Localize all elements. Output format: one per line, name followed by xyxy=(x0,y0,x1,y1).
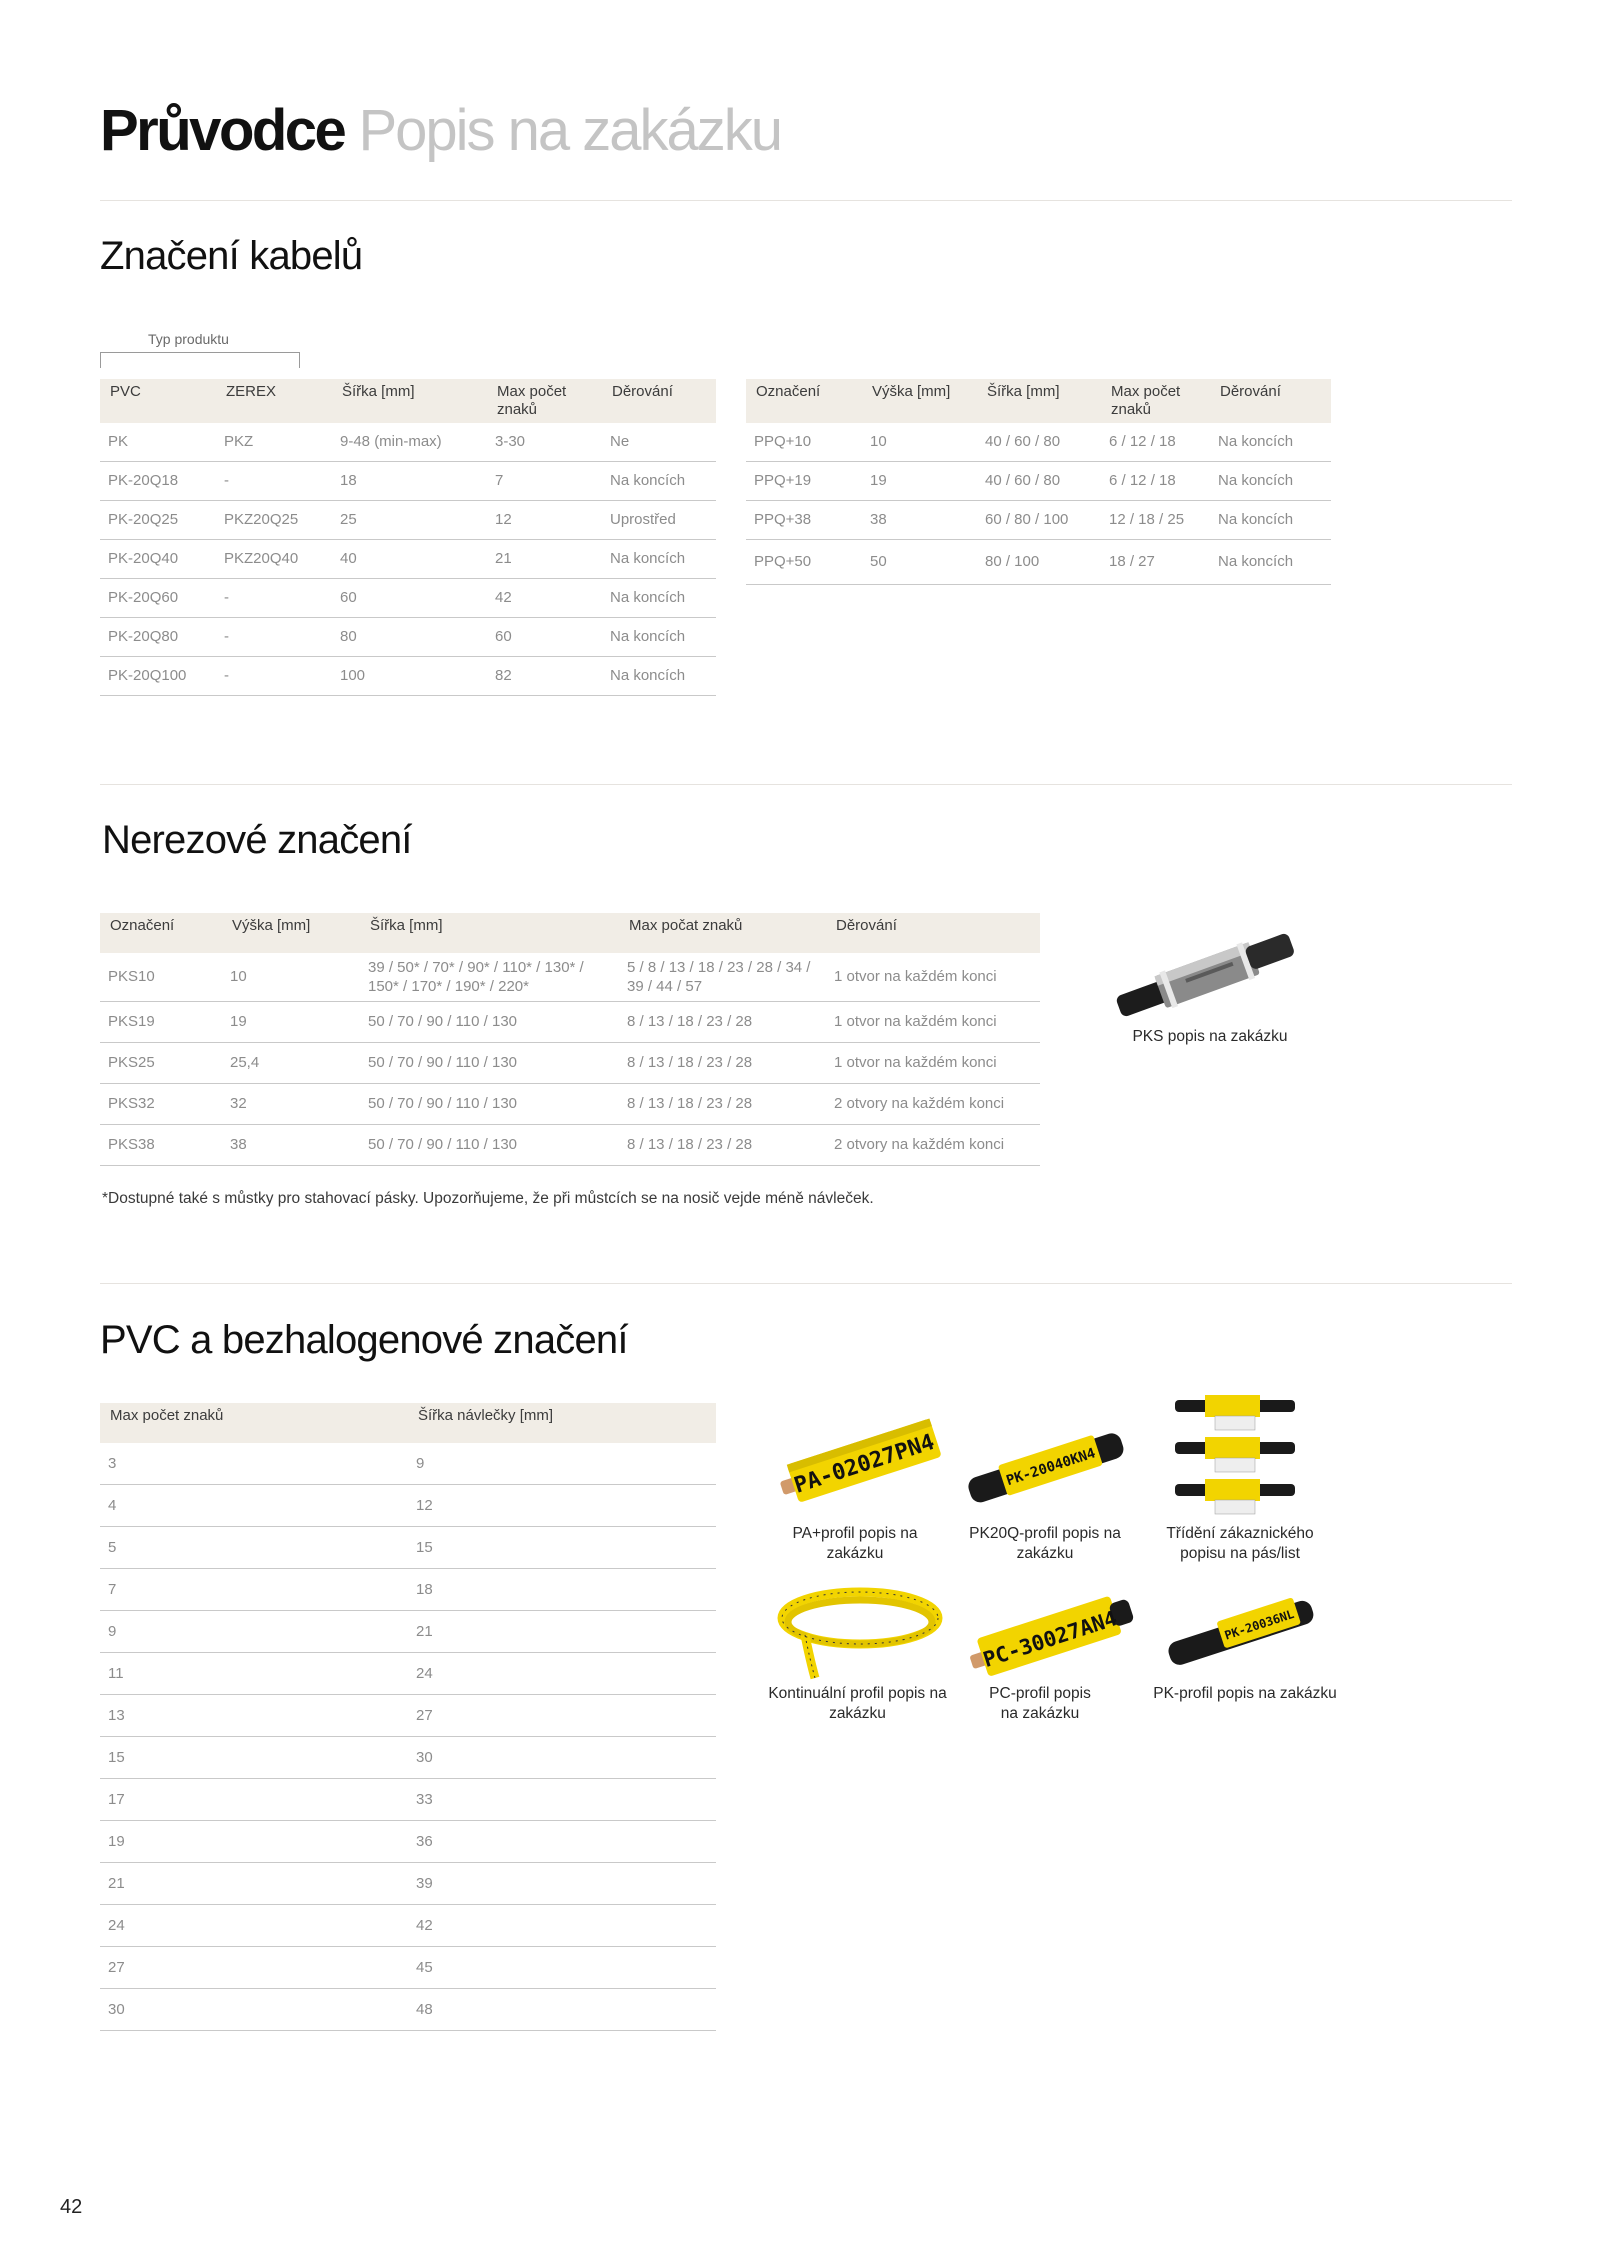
table-cell: 32 xyxy=(222,1084,360,1125)
table-cell: 12 xyxy=(408,1485,716,1527)
table-row xyxy=(100,1527,716,1569)
table-cell: Na koncích xyxy=(602,540,716,579)
table-cell: PPQ+38 xyxy=(746,501,862,540)
page-title-bold: Průvodce xyxy=(100,98,345,163)
product-type-label: Typ produktu xyxy=(148,331,229,347)
table-cell: Ne xyxy=(602,423,716,462)
table-cell: 11 xyxy=(100,1653,408,1695)
table-row xyxy=(100,1084,1040,1125)
table-cell: 40 xyxy=(332,540,487,579)
table-row xyxy=(100,1653,716,1695)
table-cell: 100 xyxy=(332,657,487,696)
sorted-strip-image xyxy=(1170,1392,1300,1517)
pk-profile-image xyxy=(1160,1585,1320,1675)
table-cell: 18 xyxy=(332,462,487,501)
table-cell: 27 xyxy=(408,1695,716,1737)
table-cell: 38 xyxy=(862,501,977,540)
table-cell: Na koncích xyxy=(602,579,716,618)
table-row xyxy=(100,953,1040,1002)
table-cell: PKS19 xyxy=(100,1002,222,1043)
caption-line: PC-profil popis xyxy=(989,1685,1091,1702)
table-cell: Na koncích xyxy=(1210,462,1331,501)
table-row xyxy=(100,1779,716,1821)
table-row xyxy=(100,1125,1040,1166)
column-header: Výška [mm] xyxy=(862,379,977,423)
table-cell: - xyxy=(216,618,332,657)
column-header: Šířka [mm] xyxy=(360,913,619,953)
product-type-bracket xyxy=(100,352,300,368)
table-row xyxy=(746,423,1331,462)
column-header: Šířka [mm] xyxy=(977,379,1101,423)
table-row xyxy=(100,501,716,540)
pvc-table xyxy=(100,1403,716,2031)
stainless-marker-illustration xyxy=(1105,925,1305,1025)
table-cell: 13 xyxy=(100,1695,408,1737)
table-cell: 33 xyxy=(408,1779,716,1821)
table-cell: PKZ20Q40 xyxy=(216,540,332,579)
table-cell: 39 xyxy=(408,1863,716,1905)
table-cell: 80 xyxy=(332,618,487,657)
column-header: Děrování xyxy=(1210,379,1331,423)
product-label-text: PC-30027AN4 xyxy=(980,1606,1120,1672)
table-cell: PKS38 xyxy=(100,1125,222,1166)
table-cell: 1 otvor na každém konci xyxy=(826,953,1040,1002)
table-row xyxy=(100,1821,716,1863)
pks-image-caption: PKS popis na zakázku xyxy=(1132,1028,1288,1045)
table-row xyxy=(100,1947,716,1989)
table-row xyxy=(100,1002,1040,1043)
table-row xyxy=(100,1569,716,1611)
column-header: PVC xyxy=(100,379,216,423)
table-cell: 50 / 70 / 90 / 110 / 130 xyxy=(360,1084,619,1125)
table-cell: 19 xyxy=(100,1821,408,1863)
cable-table-ppq xyxy=(746,379,1331,585)
table-cell: 21 xyxy=(487,540,602,579)
table-cell: PKS10 xyxy=(100,953,222,1002)
table-cell: 18 / 27 xyxy=(1101,540,1210,585)
table-cell: 21 xyxy=(100,1863,408,1905)
table-row xyxy=(100,1485,716,1527)
column-header: Děrování xyxy=(826,913,1040,953)
table-cell: 2 otvory na každém konci xyxy=(826,1125,1040,1166)
table-cell: PK-20Q18 xyxy=(100,462,216,501)
table-cell: 60 xyxy=(487,618,602,657)
table-cell: Na koncích xyxy=(1210,423,1331,462)
column-header: Šířka [mm] xyxy=(332,379,487,423)
pk20q-profile-image xyxy=(960,1415,1130,1515)
section-title-stainless: Nerezové značení xyxy=(102,818,412,862)
table-cell: 82 xyxy=(487,657,602,696)
table-cell: 19 xyxy=(862,462,977,501)
product-label-text: PK-20036NL xyxy=(1222,1606,1296,1643)
table-cell: 42 xyxy=(408,1905,716,1947)
table-cell: Na koncích xyxy=(602,657,716,696)
table-cell: PPQ+10 xyxy=(746,423,862,462)
table-cell: 12 / 18 / 25 xyxy=(1101,501,1210,540)
table-row xyxy=(100,540,716,579)
table-cell: 8 / 13 / 18 / 23 / 28 xyxy=(619,1002,826,1043)
table-cell: - xyxy=(216,579,332,618)
table-cell: PKS32 xyxy=(100,1084,222,1125)
cable-table-pvc xyxy=(100,379,716,696)
table-row xyxy=(100,1043,1040,1084)
table-cell: 60 xyxy=(332,579,487,618)
table-cell: 9-48 (min-max) xyxy=(332,423,487,462)
caption-line: PK-profil popis na zakázku xyxy=(1153,1685,1337,1702)
table-cell: 24 xyxy=(408,1653,716,1695)
table-cell: 39 / 50* / 70* / 90* / 110* / 130* / 150* / 170* / 190* / 220* xyxy=(360,953,619,1002)
table-cell: 38 xyxy=(222,1125,360,1166)
table-cell: 9 xyxy=(100,1611,408,1653)
column-header: Šířka návlečky [mm] xyxy=(408,1403,716,1443)
table-cell: PKZ xyxy=(216,423,332,462)
table-cell: PK-20Q60 xyxy=(100,579,216,618)
table-cell: 15 xyxy=(408,1527,716,1569)
column-header: Děrování xyxy=(602,379,716,423)
table-cell: 24 xyxy=(100,1905,408,1947)
table-cell: 48 xyxy=(408,1989,716,2031)
table-cell: Na koncích xyxy=(602,618,716,657)
table-cell: 5 xyxy=(100,1527,408,1569)
caption-line: PA+profil popis na xyxy=(792,1525,918,1542)
pa-profile-image xyxy=(775,1405,950,1515)
table-cell: 3-30 xyxy=(487,423,602,462)
table-cell: 80 / 100 xyxy=(977,540,1101,585)
table-row xyxy=(746,501,1331,540)
table-cell: 45 xyxy=(408,1947,716,1989)
table-cell: Na koncích xyxy=(1210,501,1331,540)
table-header-row xyxy=(100,913,1040,953)
table-row xyxy=(100,618,716,657)
table-cell: 8 / 13 / 18 / 23 / 28 xyxy=(619,1084,826,1125)
caption-line: zakázku xyxy=(829,1705,886,1722)
divider xyxy=(100,784,1512,785)
caption-line: Třídění zákaznického xyxy=(1166,1525,1314,1542)
product-caption xyxy=(755,1684,960,1724)
table-cell: PK-20Q80 xyxy=(100,618,216,657)
table-header-row xyxy=(100,1403,716,1443)
product-label-text: PA-02027PN4 xyxy=(791,1429,938,1499)
table-cell: 40 / 60 / 80 xyxy=(977,462,1101,501)
table-row xyxy=(100,423,716,462)
caption-line: zakázku xyxy=(826,1545,884,1562)
table-row xyxy=(100,1695,716,1737)
table-cell: PKS25 xyxy=(100,1043,222,1084)
product-label-text: PK-20040KN4 xyxy=(1004,1445,1098,1490)
table-cell: 9 xyxy=(408,1443,716,1485)
pks-product-image xyxy=(1105,925,1305,1025)
page-title xyxy=(100,96,781,166)
table-row xyxy=(100,1863,716,1905)
table-row xyxy=(100,1905,716,1947)
product-caption xyxy=(950,1524,1140,1564)
table-cell: PK xyxy=(100,423,216,462)
caption-line: Kontinuální profil popis na xyxy=(768,1685,947,1702)
table-cell: Na koncích xyxy=(1210,540,1331,585)
page-title-light: Popis na zakázku xyxy=(358,98,782,163)
continuous-profile-image xyxy=(775,1580,945,1680)
column-header: Max počet znaků xyxy=(100,1403,408,1443)
table-cell: - xyxy=(216,657,332,696)
table-row xyxy=(100,462,716,501)
table-row xyxy=(746,462,1331,501)
table-cell: 50 / 70 / 90 / 110 / 130 xyxy=(360,1125,619,1166)
column-header: Označení xyxy=(746,379,862,423)
table-cell: 7 xyxy=(100,1569,408,1611)
table-cell: 17 xyxy=(100,1779,408,1821)
section-title-cable: Značení kabelů xyxy=(100,234,363,278)
caption-line: PK20Q-profil popis na xyxy=(969,1525,1121,1542)
table-cell: PK-20Q25 xyxy=(100,501,216,540)
table-cell: 18 xyxy=(408,1569,716,1611)
table-cell: 8 / 13 / 18 / 23 / 28 xyxy=(619,1043,826,1084)
table-cell: 42 xyxy=(487,579,602,618)
table-row xyxy=(100,1737,716,1779)
table-cell: 40 / 60 / 80 xyxy=(977,423,1101,462)
table-header-row xyxy=(100,379,716,423)
table-cell: 1 otvor na každém konci xyxy=(826,1043,1040,1084)
column-header: Max počat znaků xyxy=(619,913,826,953)
column-header: ZEREX xyxy=(216,379,332,423)
table-cell: 7 xyxy=(487,462,602,501)
table-cell: 4 xyxy=(100,1485,408,1527)
table-row xyxy=(746,540,1331,585)
caption-line: popisu na pás/list xyxy=(1180,1545,1300,1562)
table-row xyxy=(100,1611,716,1653)
table-cell: 50 / 70 / 90 / 110 / 130 xyxy=(360,1043,619,1084)
table-cell: 30 xyxy=(408,1737,716,1779)
section-title-pvc: PVC a bezhalogenové značení xyxy=(100,1318,628,1362)
column-header: Max počet znaků xyxy=(1101,379,1210,423)
table-row xyxy=(100,579,716,618)
table-cell: 60 / 80 / 100 xyxy=(977,501,1101,540)
table-cell: PK-20Q40 xyxy=(100,540,216,579)
caption-line: na zakázku xyxy=(1000,1705,1080,1722)
divider xyxy=(100,1283,1512,1284)
table-cell: PKZ20Q25 xyxy=(216,501,332,540)
table-cell: 8 / 13 / 18 / 23 / 28 xyxy=(619,1125,826,1166)
table-cell: 1 otvor na každém konci xyxy=(826,1002,1040,1043)
table-cell: 25,4 xyxy=(222,1043,360,1084)
table-cell: 12 xyxy=(487,501,602,540)
table-cell: 10 xyxy=(222,953,360,1002)
table-cell: 30 xyxy=(100,1989,408,2031)
pc-profile-image xyxy=(965,1585,1140,1685)
product-caption xyxy=(965,1684,1115,1724)
table-cell: 10 xyxy=(862,423,977,462)
footnote: *Dostupné také s můstky pro stahovací pásky. Upozorňujeme, že při můstcích se na nosič vejde méně návleček. xyxy=(102,1190,874,1207)
table-row xyxy=(100,657,716,696)
column-header: Max počet znaků xyxy=(487,379,602,423)
table-cell: PK-20Q100 xyxy=(100,657,216,696)
product-caption xyxy=(765,1524,945,1564)
table-cell: 19 xyxy=(222,1002,360,1043)
table-cell: 27 xyxy=(100,1947,408,1989)
table-cell: 25 xyxy=(332,501,487,540)
table-cell: 5 / 8 / 13 / 18 / 23 / 28 / 34 / 39 / 44 / 57 xyxy=(619,953,826,1002)
table-cell: Na koncích xyxy=(602,462,716,501)
table-cell: 36 xyxy=(408,1821,716,1863)
table-cell: Uprostřed xyxy=(602,501,716,540)
table-cell: 21 xyxy=(408,1611,716,1653)
stainless-table xyxy=(100,913,1040,1166)
table-cell: 3 xyxy=(100,1443,408,1485)
column-header: Označení xyxy=(100,913,222,953)
table-cell: 6 / 12 / 18 xyxy=(1101,462,1210,501)
caption-line: zakázku xyxy=(1016,1545,1074,1562)
table-header-row xyxy=(746,379,1331,423)
table-cell: 15 xyxy=(100,1737,408,1779)
table-cell: 50 / 70 / 90 / 110 / 130 xyxy=(360,1002,619,1043)
table-cell: 50 xyxy=(862,540,977,585)
table-cell: PPQ+50 xyxy=(746,540,862,585)
table-cell: 6 / 12 / 18 xyxy=(1101,423,1210,462)
table-row xyxy=(100,1989,716,2031)
table-row xyxy=(100,1443,716,1485)
product-caption xyxy=(1140,1684,1350,1704)
divider xyxy=(100,200,1512,201)
table-cell: - xyxy=(216,462,332,501)
table-cell: PPQ+19 xyxy=(746,462,862,501)
page-number: 42 xyxy=(60,2196,83,2218)
product-caption xyxy=(1140,1524,1340,1564)
table-cell: 2 otvory na každém konci xyxy=(826,1084,1040,1125)
column-header: Výška [mm] xyxy=(222,913,360,953)
